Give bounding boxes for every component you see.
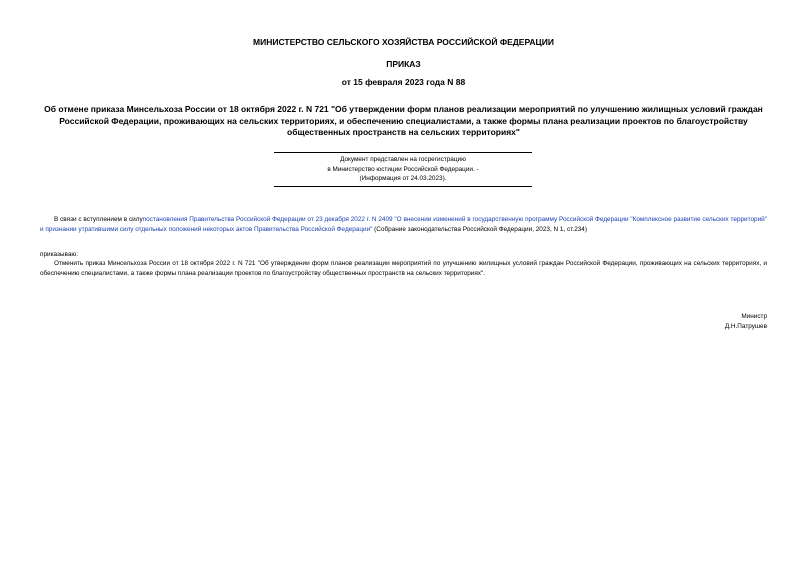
- signature-block: [725, 312, 767, 331]
- government-decree-link[interactable]: постановления Правительства Российской Федерации от 23 декабря 2022 г. N 2409 "О внесении изменений в государственную программу Российской Федерации "Комплексное развитие сельских территорий" и признании утратившими силу отдельных положений некоторых актов Правительства Российской Федерации": [40, 216, 768, 233]
- registration-line-1: Документ представлен на госрегистрацию: [340, 156, 466, 163]
- order-heading: ПРИКАЗ: [386, 59, 421, 69]
- order-date: от 15 февраля 2023 года N 88: [341, 77, 466, 87]
- signature-position: Министр: [741, 313, 767, 320]
- order-word: приказываю:: [40, 251, 78, 258]
- paragraph-preamble: [40, 215, 767, 234]
- ministry-heading: МИНИСТЕРСТВО СЕЛЬСКОГО ХОЗЯЙСТВА РОССИЙСКОЙ ФЕДЕРАЦИИ: [253, 37, 554, 47]
- registration-note: [274, 152, 532, 187]
- signature-name: Д.Н.Патрушев: [724, 322, 767, 330]
- registration-bottom-rule: [274, 186, 532, 187]
- document-title: Об отмене приказа Минсельхоза России от 18 октября 2022 г. N 721 "Об утверждении форм планов реализации мероприятий по улучшению жилищных условий граждан Российской Федерации, проживающих на сельских территориях, и обеспечению специалистами, а также формы плана реализации проектов по благоустройству общественных пространств на сельских территориях": [44, 104, 763, 137]
- preamble-prefix: В связи с вступлением в силу: [54, 216, 143, 223]
- preamble-suffix: (Собрание законодательства Российской Федерации, 2023, N 1, ст.234): [372, 225, 587, 233]
- registration-line-2: в Министерство юстиции Российской Федерации. -: [327, 165, 479, 173]
- registration-text: [274, 153, 532, 186]
- paragraph-order-text: Отменить приказ Минсельхоза России от 18 октября 2022 г. N 721 "Об утверждении форм планов реализации мероприятий по улучшению жилищных условий граждан Российской Федерации, проживающих на сельских территориях, и обеспечению специалистами, а также формы плана реализации проектов по благоустройству общественных пространств на сельских территориях".: [40, 260, 767, 277]
- registration-line-3: (Информация от 24.03.2023).: [359, 175, 447, 182]
